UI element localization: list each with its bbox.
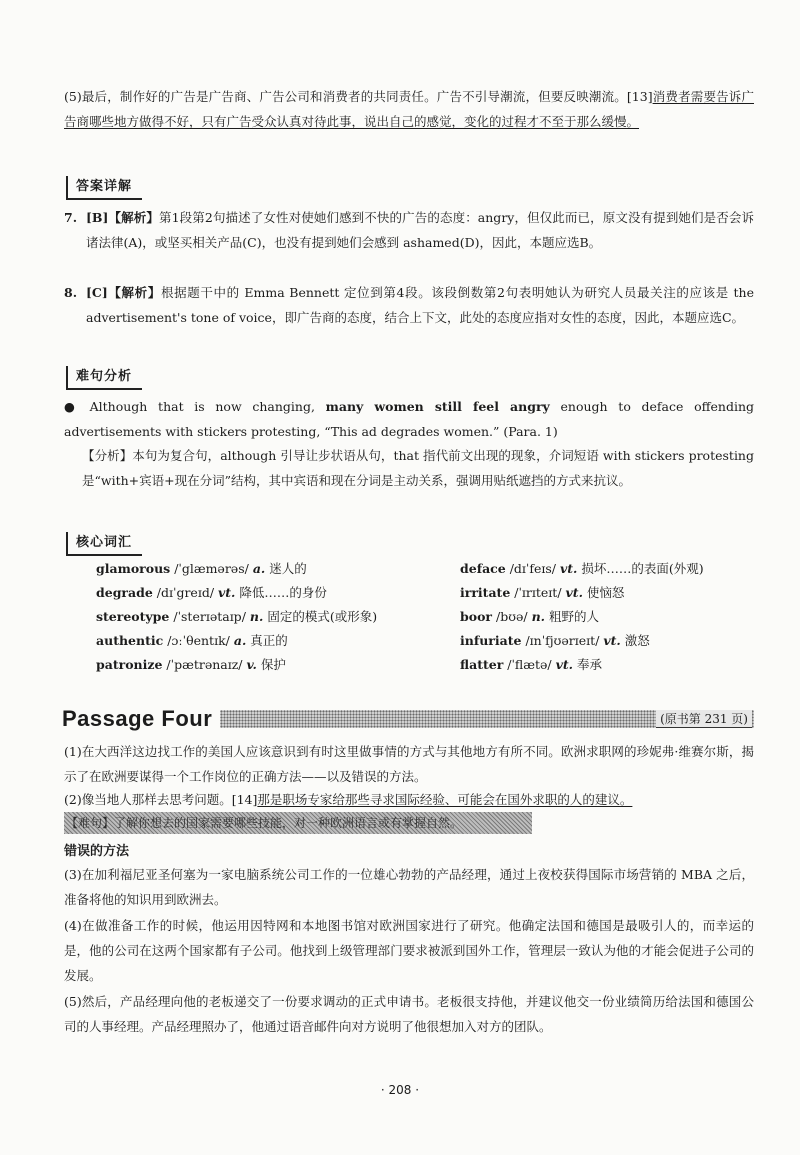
vocab-entry xyxy=(96,605,377,629)
sentence-analysis: 【分析】本句为复合句，although 引导让步状语从句，that 指代前文出现的现象，介词短语 with stickers protesting 是“with+宾语+现在分词”结构，其中宾语和现在分词是主动关系，强调用贴纸遮挡的方式来抗议。 xyxy=(82,448,754,488)
vocab-ipa: /ɔːˈθentɪk/ xyxy=(167,633,230,648)
vocab-entry xyxy=(460,629,650,653)
sentence-heading: 难句分析 xyxy=(66,366,142,390)
passage-header-pattern xyxy=(220,710,754,728)
vocab-entry xyxy=(460,605,599,629)
passage-paragraph-3: (3)在加利福尼亚圣何塞为一家电脑系统公司工作的一位雄心勃勃的产品经理，通过上夜校获得国际市场营销的 MBA 之后，准备将他的知识用到欧洲去。 xyxy=(64,867,754,907)
answer-item-7 xyxy=(64,205,754,255)
passage-title: Passage Four xyxy=(62,706,213,731)
answer-item-8 xyxy=(64,280,754,330)
vocab-word: stereotype xyxy=(96,609,170,624)
vocab-pos: n. xyxy=(531,609,546,624)
vocab-meaning: 激怒 xyxy=(624,633,650,648)
answer-label: [B]【解析】 xyxy=(86,210,159,225)
passage-paragraph-1: (1)在大西洋这边找工作的美国人应该意识到有时这里做事情的方式与其他地方有所不同。欧洲求职网的珍妮弗·维赛尔斯，揭示了在欧洲要谋得一个工作岗位的正确方法——以及错误的方法。 xyxy=(64,744,754,784)
answer-label: [C]【解析】 xyxy=(86,285,161,300)
vocab-meaning: 粗野的人 xyxy=(549,609,600,624)
passage-page-ref: (原书第 231 页) xyxy=(656,710,752,728)
vocab-word: authentic xyxy=(96,633,164,648)
paragraph-5 xyxy=(64,84,754,134)
vocab-meaning: 奉承 xyxy=(577,657,603,672)
answer-number: 7. xyxy=(64,210,78,225)
answer-text: 根据题干中的 Emma Bennett 定位到第4段。该段倒数第2句表明她认为研究人员最关注的应该是 the advertisement's tone of voice，即广告商的态度，结合上下文，此处的态度应指对女性的态度，因此，本题应选C。 xyxy=(86,285,754,325)
vocab-pos: vt. xyxy=(218,585,236,600)
passage-paragraph-2 xyxy=(64,787,754,812)
vocab-meaning: 迷人的 xyxy=(269,561,307,576)
vocab-word: irritate xyxy=(460,585,511,600)
vocab-pos: v. xyxy=(246,657,257,672)
vocab-entry xyxy=(96,629,288,653)
vocab-meaning: 降低……的身份 xyxy=(239,585,327,600)
vocab-heading: 核心词汇 xyxy=(66,532,142,556)
vocab-entry xyxy=(460,581,624,605)
answer-number: 8. xyxy=(64,285,78,300)
vocab-word: boor xyxy=(460,609,493,624)
vocab-pos: vt. xyxy=(603,633,621,648)
vocab-entry xyxy=(96,557,307,581)
vocab-meaning: 固定的模式(或形象) xyxy=(267,609,378,624)
vocab-ipa: /dɪˈfeɪs/ xyxy=(509,561,557,576)
vocab-ipa: /dɪˈgreɪd/ xyxy=(156,585,215,600)
vocab-ipa: /ˈpætrənaɪz/ xyxy=(166,657,243,672)
bullet-icon: ● xyxy=(64,399,82,414)
vocab-meaning: 损坏……的表面(外观) xyxy=(581,561,704,576)
vocab-pos: vt. xyxy=(565,585,583,600)
vocab-pos: a. xyxy=(233,633,247,648)
section-subhead: 错误的方法 xyxy=(64,844,130,859)
vocab-ipa: /ˈsterɪətaɪp/ xyxy=(173,609,246,624)
paragraph-5-text: (5)最后，制作好的广告是广告商、广告公司和消费者的共同责任。广告不引导潮流，但要反映潮流。[13] xyxy=(64,89,653,104)
vocab-ipa: /ˈglæmərəs/ xyxy=(174,561,249,576)
vocab-word: glamorous xyxy=(96,561,171,576)
vocab-word: patronize xyxy=(96,657,163,672)
vocab-ipa: /ˈflætə/ xyxy=(507,657,552,672)
vocab-pos: n. xyxy=(249,609,264,624)
passage-paragraph-4: (4)在做准备工作的时候，他运用因特网和本地图书馆对欧洲国家进行了研究。他确定法国和德国是最吸引人的，而幸运的是，他的公司在这两个国家都有子公司。他找到上级管理部门要求被派到国外工作，管理层一致认为他的才能会促进子公司的发展。 xyxy=(64,918,754,983)
vocab-entry xyxy=(460,557,704,581)
vocab-entry xyxy=(460,653,602,677)
vocab-ipa: /ˈɪrɪteɪt/ xyxy=(514,585,562,600)
vocab-meaning: 真正的 xyxy=(250,633,288,648)
vocab-word: deface xyxy=(460,561,506,576)
passage-paragraph-2-underlined: 那是职场专家给那些寻求国际经验、可能会在国外求职的人的建议。 xyxy=(257,792,633,807)
answer-text: 第1段第2句描述了女性对使她们感到不快的广告的态度：angry，但仅此而已，原文没有提到她们是否会诉诸法律(A)，或坚买相关产品(C)，也没有提到她们会感到 ashamed(D)，因此，本题应选B。 xyxy=(86,210,754,250)
sentence-end: enough to deface offending advertisements with stickers protesting, “This ad degrades women.” (Para. 1) xyxy=(64,399,755,439)
answers-heading: 答案详解 xyxy=(66,176,142,200)
vocab-meaning: 使恼怒 xyxy=(586,585,625,600)
passage-header xyxy=(62,706,754,732)
vocab-entry xyxy=(96,653,286,677)
paragraph-5-underlined: 消费者需要告诉广告商哪些地方做得不好，只有广告受众认真对待此事，说出自己的感觉，变化的过程才不至于那么缓慢。 xyxy=(64,89,754,129)
vocab-ipa: /bʊə/ xyxy=(496,609,528,624)
difficult-sentence xyxy=(64,394,754,444)
hatched-note: 【难句】了解你想去的国家需要哪些技能，对一种欧洲语言或有掌握自然。 xyxy=(64,812,532,834)
vocab-pos: vt. xyxy=(560,561,578,576)
vocab-entry xyxy=(96,581,327,605)
vocab-ipa: /ɪnˈfjʊərɪeɪt/ xyxy=(525,633,600,648)
passage-paragraph-5: (5)然后，产品经理向他的老板递交了一份要求调动的正式申请书。老板很支持他，并建议他交一份业绩简历给法国和德国公司的人事经理。产品经理照办了，他通过语音邮件向对方说明了他很想加入对方的团队。 xyxy=(64,994,754,1034)
sentence-core: many women still feel angry xyxy=(325,399,550,414)
vocab-pos: vt. xyxy=(555,657,574,672)
vocab-word: degrade xyxy=(96,585,153,600)
vocab-pos: a. xyxy=(252,561,266,576)
vocab-meaning: 保护 xyxy=(260,657,286,672)
vocab-word: flatter xyxy=(460,657,504,672)
vocab-word: infuriate xyxy=(460,633,522,648)
page-number: · 208 · xyxy=(380,1083,420,1097)
sentence-start: Although that is now changing, xyxy=(89,399,315,414)
passage-paragraph-2-text: (2)像当地人那样去思考问题。[14] xyxy=(64,792,258,807)
